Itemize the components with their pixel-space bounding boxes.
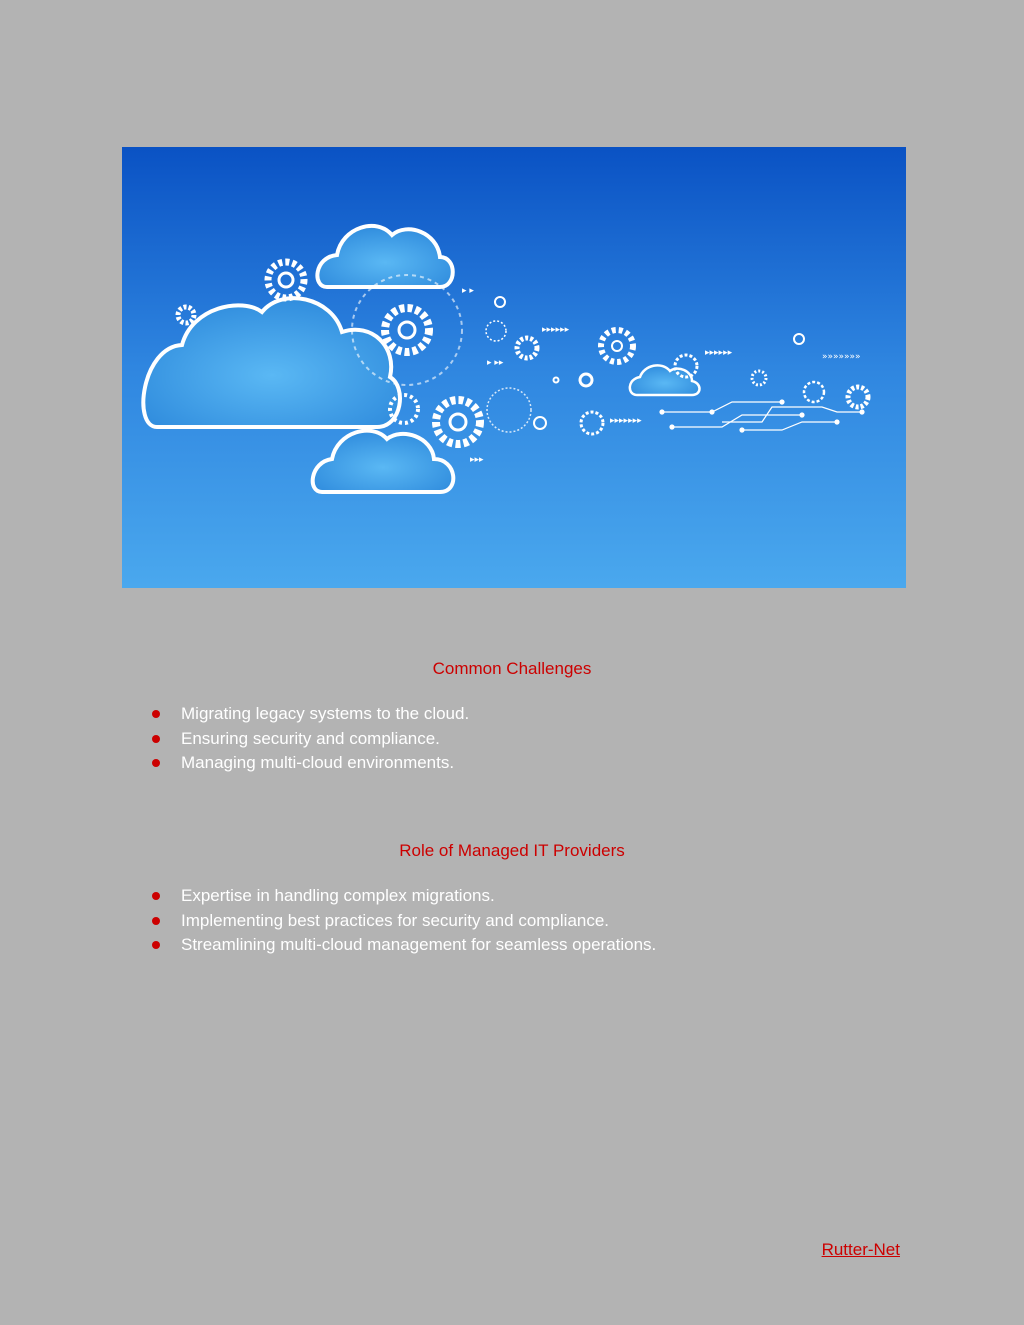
list-item <box>148 933 656 958</box>
bullet-icon <box>152 759 160 767</box>
hero-image <box>122 147 906 588</box>
list-item <box>148 884 656 909</box>
list-item-text: Migrating legacy systems to the cloud. <box>181 704 470 723</box>
section-title-role-of-managed-it: Role of Managed IT Providers <box>399 841 625 860</box>
list-item <box>148 727 469 752</box>
list-item-text: Expertise in handling complex migrations. <box>181 886 495 905</box>
svg-text:▸▸▸: ▸▸▸ <box>470 455 484 465</box>
svg-text:▸▸▸▸▸▸▸: ▸▸▸▸▸▸▸ <box>610 416 642 426</box>
bullet-icon <box>152 710 160 718</box>
svg-text:»»»»»»»: »»»»»»» <box>822 352 861 362</box>
svg-text:▸ ▸: ▸ ▸ <box>462 286 474 296</box>
bullet-icon <box>152 941 160 949</box>
section-title-common-challenges: Common Challenges <box>432 659 592 678</box>
svg-text:▸▸▸▸▸▸: ▸▸▸▸▸▸ <box>705 348 733 358</box>
list-item-text: Streamlining multi-cloud management for seamless operations. <box>181 935 657 954</box>
list-item <box>148 909 656 934</box>
list-item-text: Managing multi-cloud environments. <box>181 753 455 772</box>
bullet-icon <box>152 735 160 743</box>
svg-text:▸▸▸▸▸▸: ▸▸▸▸▸▸ <box>542 325 570 335</box>
svg-text:▸ ▸▸: ▸ ▸▸ <box>487 358 504 368</box>
list-item-text: Implementing best practices for security and compliance. <box>181 910 610 930</box>
bullet-icon <box>152 892 160 900</box>
list-item <box>148 702 469 727</box>
cloud-gears-illustration <box>122 147 906 588</box>
footer-link-rutter-net[interactable]: Rutter-Net <box>821 1240 900 1259</box>
list-item-text: Ensuring security and compliance. <box>181 728 440 748</box>
bullet-icon <box>152 917 160 925</box>
list-item <box>148 751 469 776</box>
challenges-list <box>148 702 469 776</box>
providers-list <box>148 884 656 958</box>
